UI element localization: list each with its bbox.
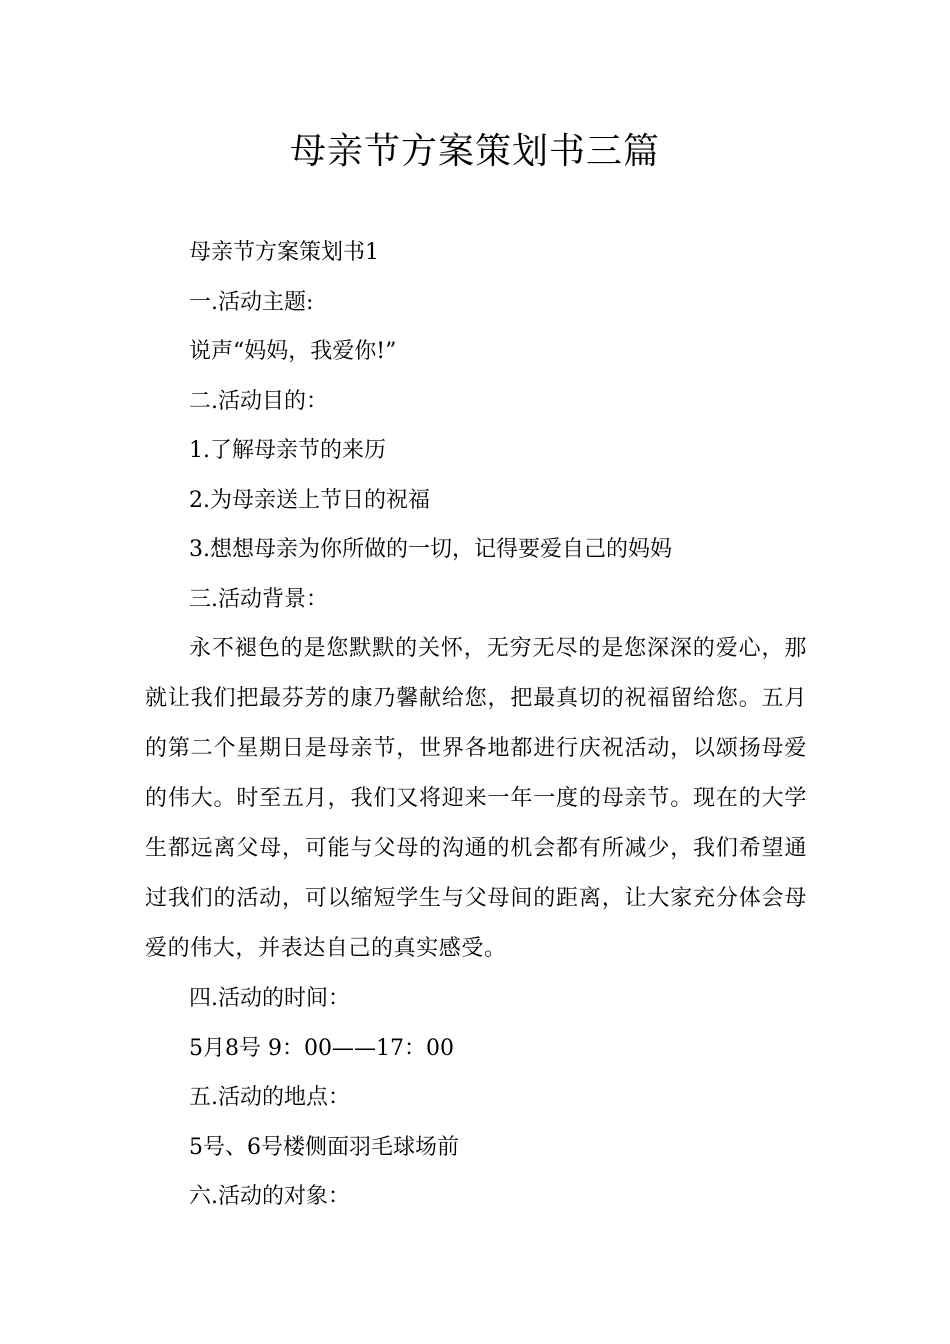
- purpose-item-1: 1.了解母亲节的来历: [189, 438, 386, 463]
- heading-activity-theme: 一.活动主题:: [189, 289, 314, 315]
- activity-theme-text: 说声“妈妈，我爱你!”: [189, 339, 397, 364]
- heading-activity-time: 四.活动的时间：: [189, 986, 350, 1011]
- heading-activity-location: 五.活动的地点：: [189, 1085, 350, 1110]
- purpose-item-2: 2.为母亲送上节日的祝福: [189, 487, 430, 513]
- activity-time-text: 5月8号 9：00——17：00: [189, 1035, 454, 1061]
- document-body: [145, 228, 807, 1222]
- section-heading-plan-1: 母亲节方案策划书1: [189, 240, 379, 265]
- document-title: 母亲节方案策划书三篇: [289, 131, 660, 172]
- heading-activity-background: 三.活动背景：: [189, 586, 328, 612]
- purpose-item-3: 3.想想母亲为你所做的一切，记得要爱自己的妈妈: [189, 537, 672, 562]
- heading-activity-target: 六.活动的对象：: [189, 1184, 350, 1209]
- activity-location-text: 5号、6号楼侧面羽毛球场前: [189, 1134, 459, 1160]
- heading-activity-purpose: 二.活动目的：: [189, 388, 328, 414]
- background-paragraph: 永不褪色的是您默默的关怀，无穷无尽的是您深深的爱心，那就让我们把最芬芳的康乃馨献给您，把最真切的祝福留给您。五月的第二个星期日是母亲节，世界各地都进行庆祝活动，以颂扬母爱的伟大。时至五月，我们又将迎来一年一度的母亲节。现在的大学生都远离父母，可能与父母的沟通的机会都有所减少，我们希望通过我们的活动，可以缩短学生与父母间的距离，让大家充分体会母爱的伟大，并表达自己的真实感受。: [145, 636, 807, 961]
